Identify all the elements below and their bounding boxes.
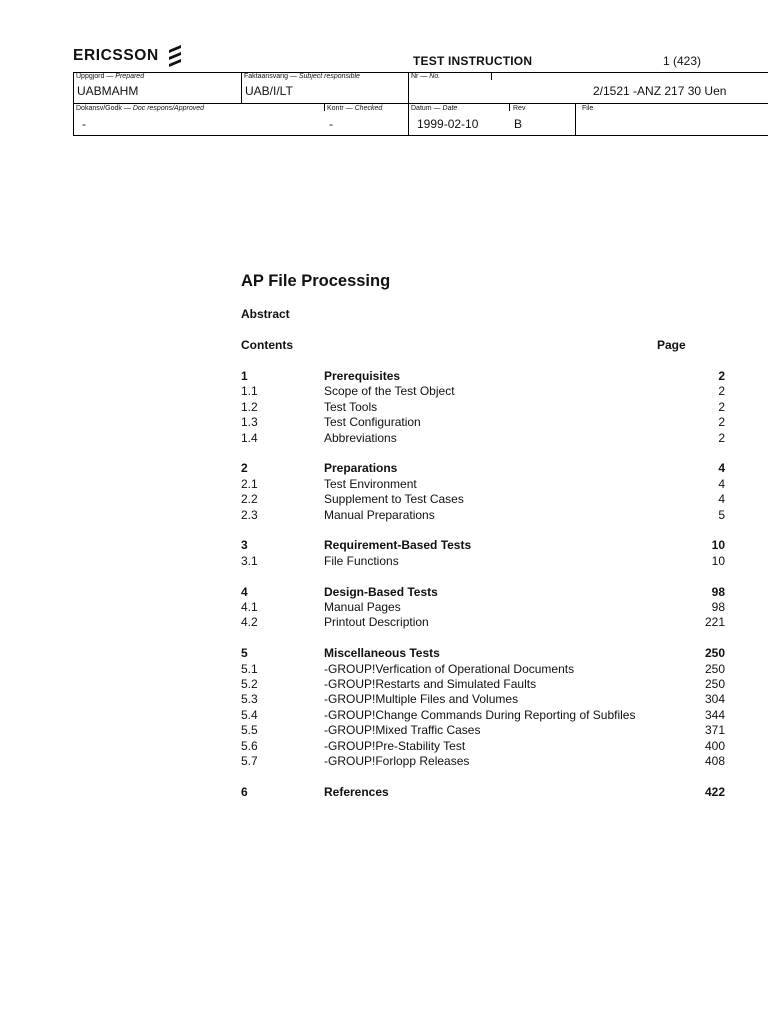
toc-number: 2 [241,461,248,476]
toc-number: 1.4 [241,430,258,445]
toc-subsection-row[interactable] [241,708,725,723]
date-value: 1999-02-10 [417,117,479,131]
toc-page-number: 371 [704,723,725,738]
toc-number: 5.6 [241,738,258,753]
toc-subsection-row[interactable] [241,384,725,399]
toc-subsection-row[interactable] [241,692,725,707]
toc-subsection-row[interactable] [241,554,725,569]
contents-heading: Contents [241,338,293,352]
ericsson-logo [73,45,183,67]
toc-page-number: 400 [704,738,725,753]
toc-number: 4.2 [241,615,258,630]
approved-value: - [82,117,86,131]
header-divider [324,103,325,111]
toc-page-number: 2 [718,399,725,414]
toc-title: Test Configuration [324,415,421,430]
toc-section-row[interactable] [241,369,725,384]
toc-title: Test Environment [324,476,417,491]
toc-page-number: 4 [718,476,725,491]
toc-subsection-row[interactable] [241,508,725,523]
toc-title: -GROUP!Multiple Files and Volumes [324,692,519,707]
toc-title: Prerequisites [324,369,401,383]
toc-page-number: 4 [718,461,725,476]
toc-title: Scope of the Test Object [324,384,455,399]
toc-title: Preparations [324,461,398,476]
toc-title: -GROUP!Change Commands During Reporting of Subfiles [324,707,636,722]
toc-subsection-row[interactable] [241,477,725,492]
toc-title: -GROUP!Restarts and Simulated Faults [324,677,537,691]
document-title: AP File Processing [241,272,391,290]
ericsson-mark-icon [167,45,183,67]
header-bottom-border [73,135,768,136]
toc-subsection-row[interactable] [241,739,725,754]
header-divider [491,72,492,80]
toc-title: Design-Based Tests [324,584,438,599]
toc-number: 4.1 [241,600,258,614]
toc-page-number: 98 [711,600,725,614]
toc-page-number: 4 [718,492,725,507]
prepared-value: UABMAHM [77,84,139,98]
abstract-heading: Abstract [241,307,290,321]
toc-page-number: 422 [704,784,725,799]
rev-label: Rev [513,105,526,112]
toc-title: Manual Preparations [324,507,435,522]
toc-title: -GROUP!Forlopp Releases [324,754,470,768]
toc-number: 5.3 [241,692,258,707]
page-column-heading: Page [657,338,686,352]
toc-section-row[interactable] [241,785,725,800]
toc-number: 5.1 [241,661,258,676]
toc-subsection-row[interactable] [241,723,725,738]
toc-title: Supplement to Test Cases [324,492,464,507]
header-divider [408,72,409,136]
date-label: Datum — Date [411,105,458,112]
toc-number: 1.2 [241,399,258,414]
checked-value: - [329,117,333,131]
toc-title: Requirement-Based Tests [324,538,472,553]
toc-subsection-row[interactable] [241,754,725,769]
header-divider [575,103,576,135]
toc-subsection-row[interactable] [241,400,725,415]
toc-number: 2.2 [241,492,258,507]
toc-section-row[interactable] [241,538,725,553]
toc-section-row[interactable] [241,461,725,476]
responsible-value: UAB/I/LT [245,84,293,98]
toc-number: 5.7 [241,754,258,768]
header-info-table [73,72,768,136]
toc-page-number: 344 [704,707,725,722]
toc-title: References [324,784,389,799]
toc-number: 3.1 [241,553,258,568]
toc-number: 1.3 [241,415,258,430]
toc-title: Test Tools [324,399,378,414]
toc-number: 2.3 [241,507,258,522]
page-number: 1 (423) [663,54,702,68]
toc-title: -GROUP!Mixed Traffic Cases [324,723,481,738]
responsible-label: Faktaansvarig — Subject responsible [244,73,360,80]
prepared-label: Uppgjord — Prepared [76,73,145,80]
toc-page-number: 10 [711,553,725,568]
toc-number: 5.4 [241,707,258,722]
toc-number: 5.2 [241,677,258,691]
toc-title: File Functions [324,553,399,568]
document-number: 2/1521 -ANZ 217 30 Uen [593,84,727,98]
toc-page-number: 5 [718,507,725,522]
toc-subsection-row[interactable] [241,677,725,692]
header-divider [241,72,242,103]
file-label: File [582,105,594,112]
rev-value: B [514,117,523,131]
toc-title: Abbreviations [324,430,397,445]
toc-number: 1.1 [241,384,258,399]
toc-page-number: 250 [704,661,725,676]
toc-number: 5.5 [241,723,258,738]
toc-subsection-row[interactable] [241,492,725,507]
header-divider [509,103,510,111]
toc-title: Printout Description [324,615,429,630]
toc-number: 4 [241,584,248,599]
toc-number: 3 [241,538,248,553]
toc-page-number: 98 [711,584,725,599]
toc-page-number: 2 [718,384,725,399]
toc-section-row[interactable] [241,646,725,661]
toc-title: Miscellaneous Tests [324,646,440,661]
toc-title: Manual Pages [324,600,401,614]
header-middle-border [73,103,768,104]
toc-number: 2.1 [241,476,258,491]
number-label: Nr — No. [411,73,441,80]
toc-page-number: 221 [704,615,725,630]
toc-number: 5 [241,646,248,661]
toc-section-row[interactable] [241,585,725,600]
toc-page-number: 304 [704,692,725,707]
toc-title: -GROUP!Pre-Stability Test [324,738,466,753]
toc-page-number: 250 [704,677,725,691]
toc-subsection-row[interactable] [241,431,725,446]
logo-text: ERICSSON [73,47,159,64]
toc-number: 6 [241,784,248,799]
approved-label: Dokansv/Godk — Doc respons/Approved [76,105,205,112]
toc-page-number: 408 [704,754,725,768]
toc-subsection-row[interactable] [241,662,725,677]
toc-subsection-row[interactable] [241,415,725,430]
toc-page-number: 2 [718,369,725,383]
toc-number: 1 [241,369,248,383]
toc-page-number: 10 [711,538,725,553]
toc-page-number: 250 [704,646,725,661]
toc-title: -GROUP!Verfication of Operational Documents [324,661,575,676]
checked-label: Kontr — Checked [327,105,383,112]
document-type: TEST INSTRUCTION [413,54,533,68]
toc-subsection-row[interactable] [241,600,725,615]
toc-subsection-row[interactable] [241,615,725,630]
toc-page-number: 2 [718,415,725,430]
toc-page-number: 2 [718,430,725,445]
header-left-border [73,72,74,136]
